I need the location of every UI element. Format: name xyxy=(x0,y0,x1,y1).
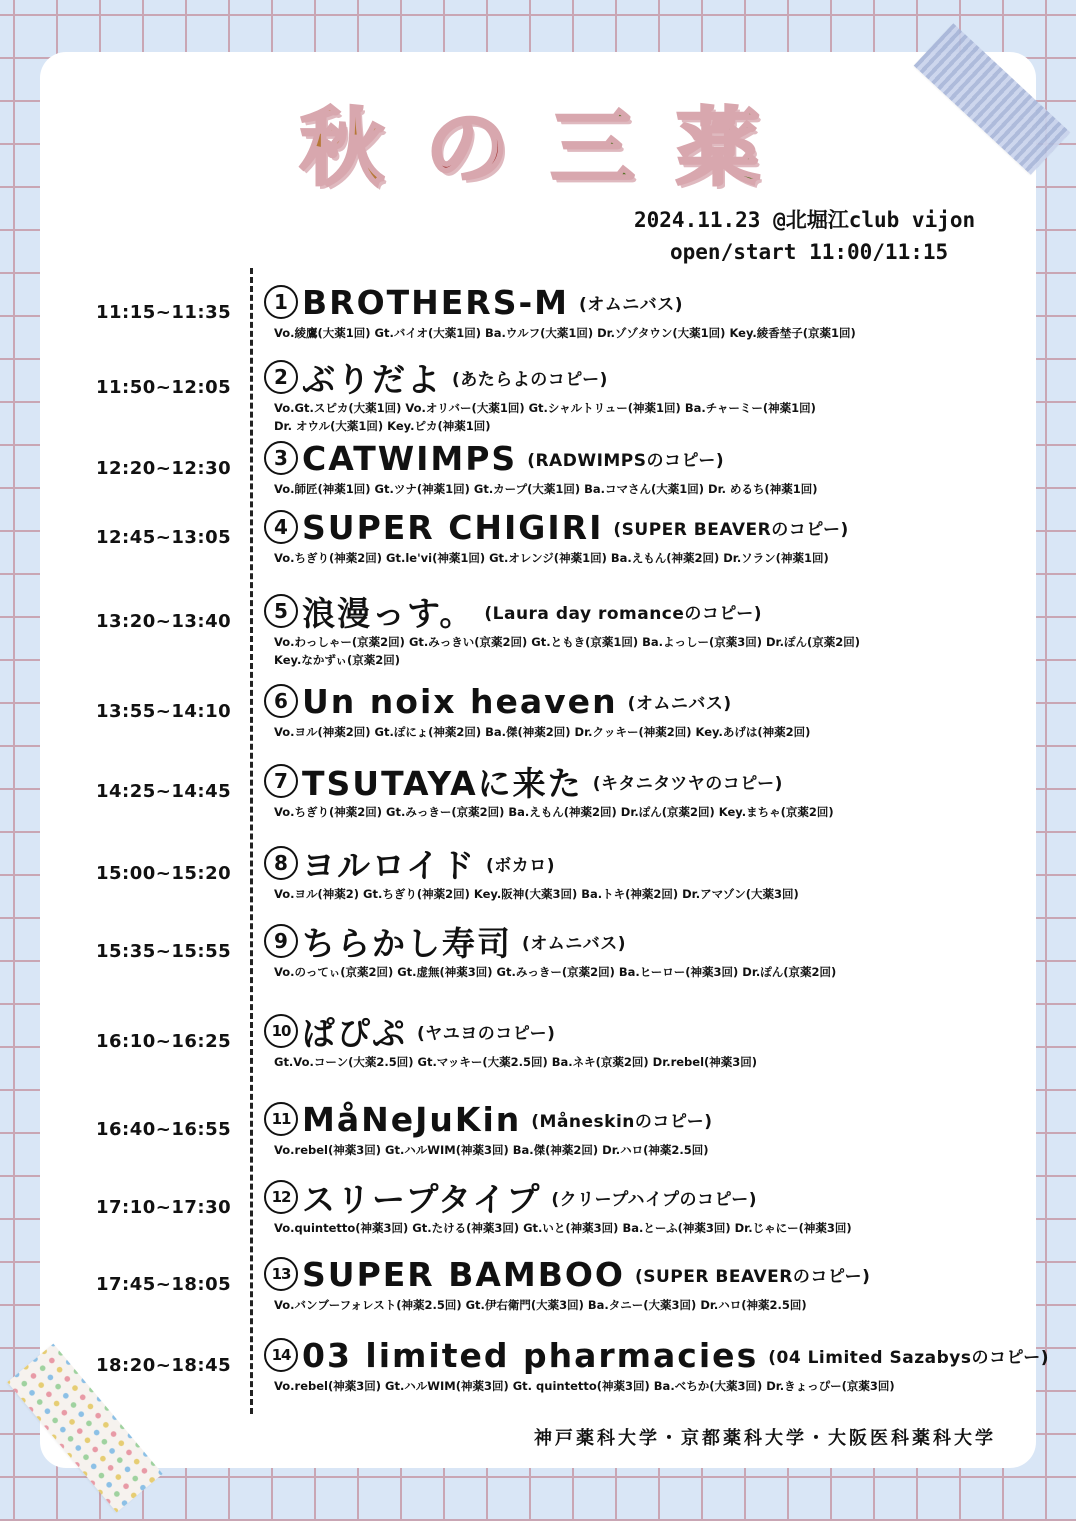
member-line: Vo.rebel(神薬3回) Gt.ハルWIM(神薬3回) Ba.傑(神薬2回) Dr.ハロ(神薬2.5回) xyxy=(274,1143,709,1157)
band-number-badge: 9 xyxy=(264,924,298,958)
band-members xyxy=(274,1053,1014,1071)
band-heading xyxy=(264,759,783,803)
band-members xyxy=(274,324,1014,342)
band-name: CATWIMPS xyxy=(302,438,518,478)
band-name: SUPER BAMBOO xyxy=(302,1254,625,1294)
band-number-badge: 14 xyxy=(264,1338,298,1372)
band-members xyxy=(274,633,1014,669)
band-note: (04 Limited Sazabysのコピー) xyxy=(768,1347,1050,1368)
band-number-badge: 10 xyxy=(264,1014,298,1048)
band-members xyxy=(274,480,1014,498)
band-note: (RADWIMPSのコピー) xyxy=(527,450,725,471)
band-name: ぶりだよ xyxy=(302,359,442,399)
member-line: Gt.Vo.コーン(大薬2.5回) Gt.マッキー(大薬2.5回) Ba.ネキ(京薬2回) Dr.rebel(神薬3回) xyxy=(274,1055,758,1069)
band-name: 浪漫っす。 xyxy=(302,593,475,633)
band-note: (オムニバス) xyxy=(522,933,627,954)
event-date-venue: 2024.11.23 @北堀江club vijon xyxy=(634,208,976,232)
member-line: Vo.ヨル(神薬2回) Gt.ぽにょ(神薬2回) Ba.傑(神薬2回) Dr.クッキー(神薬2回) Key.あげは(神薬2回) xyxy=(274,725,811,739)
band-members xyxy=(274,1219,1014,1237)
band-members xyxy=(274,885,1014,903)
slot-time: 18:20~18:45 xyxy=(96,1355,232,1376)
band-name: ちらかし寿司 xyxy=(302,923,512,963)
band-members xyxy=(274,549,1014,567)
band-number-badge: 8 xyxy=(264,846,298,880)
band-members xyxy=(274,399,1014,435)
slot-time: 17:45~18:05 xyxy=(96,1274,232,1295)
band-name: スリープタイプ xyxy=(302,1179,542,1219)
member-line: Vo.quintetto(神薬3回) Gt.たける(神薬3回) Gt.いと(神薬3回) Ba.とーふ(神薬3回) Dr.じゃにー(神薬3回) xyxy=(274,1221,852,1235)
band-note: (Måneskinのコピー) xyxy=(531,1111,713,1132)
band-name: ぱぴぷ xyxy=(302,1013,407,1053)
band-members xyxy=(274,1141,1014,1159)
event-open-start: open/start 11:00/11:15 xyxy=(670,240,949,264)
band-heading xyxy=(264,1009,555,1053)
title-char-4: 薬 xyxy=(675,99,760,197)
member-line: Dr. オウル(大薬1回) Key.ピカ(神薬1回) xyxy=(274,419,491,433)
slot-time: 16:40~16:55 xyxy=(96,1119,232,1140)
band-members xyxy=(274,1377,1014,1395)
slot-time: 15:35~15:55 xyxy=(96,941,232,962)
band-name: BROTHERS-M xyxy=(302,282,570,322)
member-line: Vo.綾鷹(大薬1回) Gt.バイオ(大薬1回) Ba.ウルフ(大薬1回) Dr.ゾゾタウン(大薬1回) Key.綾香埜子(京薬1回) xyxy=(274,326,856,340)
band-name: 03 limited pharmacies xyxy=(302,1335,759,1375)
member-line: Vo.ちぎり(神薬2回) Gt.みっきー(京薬2回) Ba.えもん(神薬2回) Dr.ぽん(京薬2回) Key.まちゃ(京薬2回) xyxy=(274,805,834,819)
band-heading xyxy=(264,1097,713,1141)
slot-time: 14:25~14:45 xyxy=(96,781,232,802)
band-heading xyxy=(264,841,555,885)
band-heading xyxy=(264,919,626,963)
band-members xyxy=(274,803,1014,821)
slot-time: 11:15~11:35 xyxy=(96,302,232,323)
slot-time: 15:00~15:20 xyxy=(96,863,232,884)
band-number-badge: 13 xyxy=(264,1257,298,1291)
band-name: MåNeJuKin xyxy=(302,1099,522,1139)
member-line: Vo.のってぃ(京薬2回) Gt.虚無(神薬3回) Gt.みっきー(京薬2回) Ba.ヒーロー(神薬3回) Dr.ぽん(京薬2回) xyxy=(274,965,837,979)
band-note: (オムニバス) xyxy=(627,693,732,714)
slot-time: 12:20~12:30 xyxy=(96,458,232,479)
slot-time: 17:10~17:30 xyxy=(96,1197,232,1218)
slot-time: 12:45~13:05 xyxy=(96,527,232,548)
band-note: (SUPER BEAVERのコピー) xyxy=(634,1266,871,1287)
band-note: (ヤユヨのコピー) xyxy=(417,1023,556,1044)
band-number-badge: 6 xyxy=(264,684,298,718)
band-note: (キタニタツヤのコピー) xyxy=(592,773,783,794)
band-name: Un noix heaven xyxy=(302,681,618,721)
slot-time: 16:10~16:25 xyxy=(96,1031,232,1052)
band-heading xyxy=(264,1175,757,1219)
slot-time: 13:55~14:10 xyxy=(96,701,232,722)
band-heading xyxy=(264,436,724,480)
band-heading xyxy=(264,679,732,723)
band-note: (あたらよのコピー) xyxy=(452,369,608,390)
member-line: Vo.バンブーフォレスト(神薬2.5回) Gt.伊右衛門(大薬3回) Ba.タニー(大薬3回) Dr.ハロ(神薬2.5回) xyxy=(274,1298,807,1312)
organizer-universities: 神戸薬科大学・京都薬科大学・大阪医科薬科大学 xyxy=(534,1428,996,1449)
band-number-badge: 11 xyxy=(264,1102,298,1136)
band-members xyxy=(274,963,1014,981)
band-note: (クリープハイプのコピー) xyxy=(551,1189,758,1210)
band-note: (SUPER BEAVERのコピー) xyxy=(613,519,849,540)
band-note: (Laura day romanceのコピー) xyxy=(484,603,762,624)
band-name: TSUTAYAに来た xyxy=(302,763,583,803)
member-line: Vo.師匠(神薬1回) Gt.ツナ(神薬1回) Gt.カープ(大薬1回) Ba.コマさん(大薬1回) Dr. めるち(神薬1回) xyxy=(274,482,818,496)
band-number-badge: 7 xyxy=(264,764,298,798)
member-line: Vo.わっしゃー(京薬2回) Gt.みっきい(京薬2回) Gt.ともき(京薬1回) Ba.よっしー(京薬3回) Dr.ぽん(京薬2回) xyxy=(274,635,860,649)
band-note: (ボカロ) xyxy=(486,855,556,876)
band-heading xyxy=(264,589,762,633)
title-char-2: の xyxy=(425,99,510,197)
title-char-1: 秋 xyxy=(300,99,385,197)
band-number-badge: 12 xyxy=(264,1180,298,1214)
event-title xyxy=(300,98,760,198)
slot-time: 13:20~13:40 xyxy=(96,611,232,632)
band-name: SUPER CHIGIRI xyxy=(302,507,604,547)
member-line: Key.なかずぃ(京薬2回) xyxy=(274,653,400,667)
band-heading xyxy=(264,1252,870,1296)
member-line: Vo.ヨル(神薬2) Gt.ちぎり(神薬2回) Key.阪神(大薬3回) Ba.トキ(神薬2回) Dr.アマゾン(大薬3回) xyxy=(274,887,799,901)
band-name: ヨルロイド xyxy=(302,845,477,885)
band-number-badge: 3 xyxy=(264,441,298,475)
band-number-badge: 5 xyxy=(264,594,298,628)
band-heading xyxy=(264,280,683,324)
band-members xyxy=(274,723,1014,741)
timeline-divider xyxy=(250,268,253,1414)
band-members xyxy=(274,1296,1014,1314)
event-info xyxy=(560,204,1040,268)
band-heading xyxy=(264,1333,1049,1377)
band-heading xyxy=(264,355,608,399)
band-number-badge: 2 xyxy=(264,360,298,394)
member-line: Vo.ちぎり(神薬2回) Gt.le'vi(神薬1回) Gt.オレンジ(神薬1回) Ba.えもん(神薬2回) Dr.ソラン(神薬1回) xyxy=(274,551,829,565)
band-number-badge: 1 xyxy=(264,285,298,319)
band-number-badge: 4 xyxy=(264,510,298,544)
member-line: Vo.rebel(神薬3回) Gt.ハルWIM(神薬3回) Gt. quintetto(神薬3回) Ba.べちか(大薬3回) Dr.きょっぴー(京薬3回) xyxy=(274,1379,895,1393)
band-note: (オムニバス) xyxy=(579,294,684,315)
member-line: Vo.Gt.スピカ(大薬1回) Vo.オリバー(大薬1回) Gt.シャルトリュー(神薬1回) Ba.チャーミー(神薬1回) xyxy=(274,401,816,415)
slot-time: 11:50~12:05 xyxy=(96,377,232,398)
title-char-3: 三 xyxy=(550,99,635,197)
band-heading xyxy=(264,505,849,549)
